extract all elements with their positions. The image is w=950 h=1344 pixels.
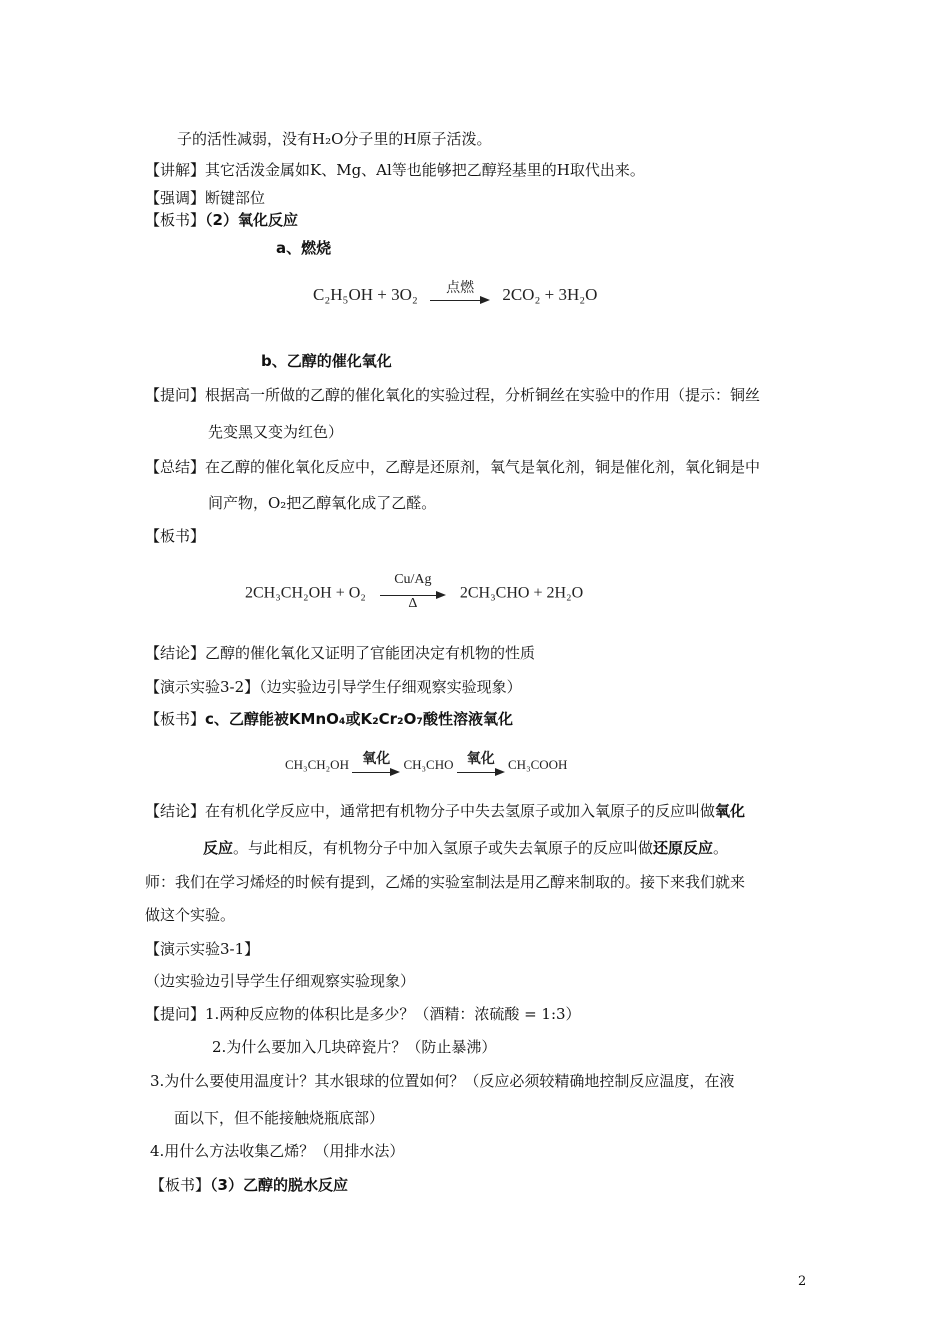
heading: c、乙醇能被KMnO₄或K₂Cr₂O₇酸性溶液氧化: [205, 710, 513, 728]
tag: 【板书】: [145, 211, 206, 229]
reaction-arrow: [380, 574, 446, 614]
arrow-condition: Δ: [408, 596, 418, 611]
arrow-label: 氧化: [466, 751, 495, 767]
chain-b: CH₃CHO: [403, 756, 454, 772]
catalytic-equation: [245, 574, 583, 614]
chain-c: CH₃COOH: [508, 756, 568, 772]
line-13: 【演示实验3-2】（边实验边引导学生仔细观察实验现象）: [145, 678, 522, 696]
chain-arrow-2: [457, 752, 505, 780]
heading: （3）乙醇的脱水反应: [210, 1176, 348, 1194]
line-20: （边实验边引导学生仔细观察实验现象）: [145, 972, 416, 990]
line-11: 【板书】: [145, 527, 206, 545]
tag: 【板书】: [145, 710, 206, 728]
line-17: 师：我们在学习烯烃的时候有提到，乙烯的实验室制法是用乙醇来制取的。接下来我们就来: [145, 873, 746, 891]
eq-left: 2CH₃CH₂OH + O₂: [245, 584, 366, 602]
eq-right: 2CH₃CHO + 2H₂O: [459, 584, 584, 602]
line-24: 面以下，但不能接触烧瓶底部）: [174, 1109, 385, 1127]
eq-left: C₂H₅OH + 3O₂: [313, 284, 418, 304]
line-10: 间产物，O₂把乙醇氧化成了乙醛。: [208, 494, 437, 512]
line-21: 【提问】1.两种反应物的体积比是多少？（酒精：浓硫酸 = 1:3）: [145, 1005, 581, 1023]
arrow-head-icon: [495, 768, 505, 776]
line-14: [145, 708, 513, 730]
line-22: 2.为什么要加入几块碎瓷片？（防止暴沸）: [212, 1038, 497, 1056]
line-2: 【讲解】其它活泼金属如K、Mg、Al等也能够把乙醇羟基里的H取代出来。: [145, 161, 645, 179]
chain-a: CH₃CH₂OH: [285, 756, 349, 772]
line-8: 先变黑又变为红色）: [208, 423, 344, 441]
combustion-equation: [313, 283, 597, 309]
line-6: b、乙醇的催化氧化: [261, 352, 392, 370]
arrow-condition: 点燃: [446, 281, 475, 296]
arrow-label: 氧化: [362, 751, 391, 767]
term-reduction: 还原反应: [653, 839, 714, 857]
chain-arrow-1: [352, 752, 400, 780]
line-23: 3.为什么要使用温度计？其水银球的位置如何？（反应必须较精确地控制反应温度，在液: [150, 1072, 735, 1090]
arrow-catalyst: Cu/Ag: [394, 572, 432, 587]
line-15: 【结论】在有机化学反应中，通常把有机物分子中失去氢原子或加入氧原子的反应叫做氧化: [145, 802, 746, 820]
tag: 【板书】: [150, 1176, 211, 1194]
page-number: 2: [798, 1274, 807, 1289]
term-oxidation: 氧化: [715, 802, 746, 820]
reaction-arrow: [430, 283, 490, 309]
line-9: 【总结】在乙醇的催化氧化反应中，乙醇是还原剂，氧气是氧化剂，铜是催化剂，氧化铜是中: [145, 458, 761, 476]
heading: （2）氧化反应: [205, 211, 298, 229]
line-7: 【提问】根据高一所做的乙醇的催化氧化的实验过程，分析铜丝在实验中的作用（提示：铜丝: [145, 386, 761, 404]
line-12: 【结论】乙醇的催化氧化又证明了官能团决定有机物的性质: [145, 644, 536, 662]
line-4: [145, 209, 298, 231]
line-1: 子的活性减弱，没有H₂O分子里的H原子活泼。: [177, 130, 492, 148]
line-16: 反应。与此相反，有机物分子中加入氢原子或失去氧原子的反应叫做还原反应。: [203, 839, 729, 857]
line-5: a、燃烧: [276, 239, 332, 257]
oxidation-chain: [285, 752, 567, 780]
eq-right: 2CO₂ + 3H₂O: [502, 284, 598, 304]
line-18: 做这个实验。: [145, 906, 236, 924]
line-19: 【演示实验3-1】: [145, 940, 260, 958]
line-3: 【强调】断键部位: [145, 189, 266, 207]
arrow-head-icon: [480, 296, 490, 304]
line-26: [150, 1174, 348, 1196]
term-oxidation-2: 反应: [203, 839, 234, 857]
line-25: 4.用什么方法收集乙烯？（用排水法）: [150, 1142, 405, 1160]
arrow-head-icon: [390, 768, 400, 776]
